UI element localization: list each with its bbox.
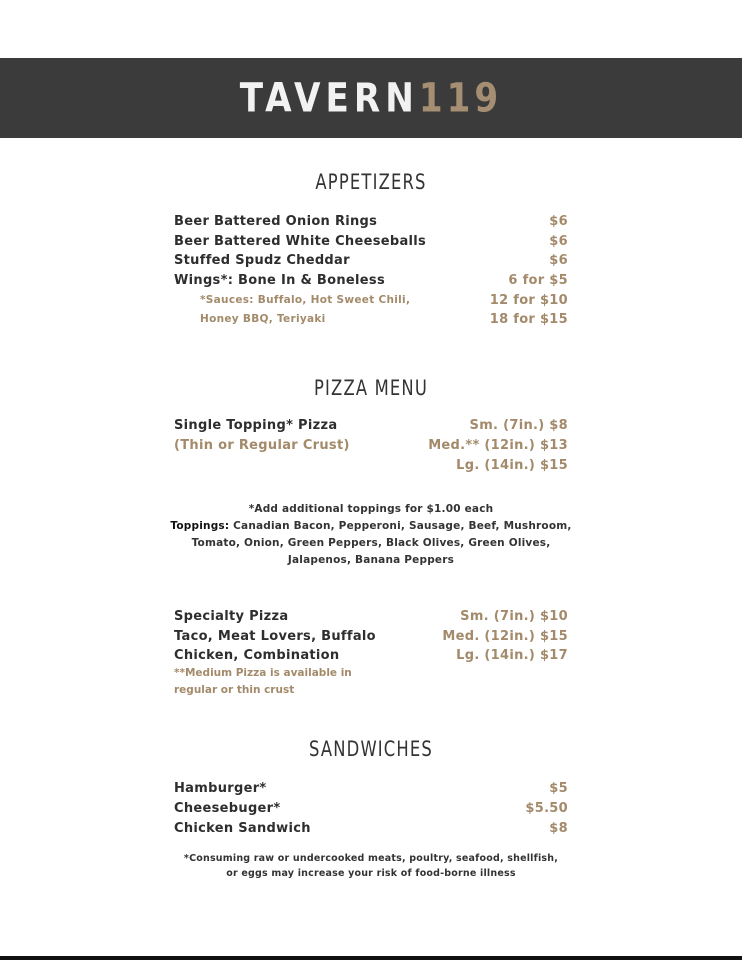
item-price: 6 for $5	[508, 272, 568, 288]
item-price: $5	[549, 780, 568, 796]
item-name: Hamburger*	[174, 780, 267, 796]
menu-item	[174, 211, 568, 231]
pizza-row	[174, 606, 568, 626]
toppings-list-line: Tomato, Onion, Green Peppers, Black Olives, Green Olives,	[191, 537, 551, 549]
item-name: Chicken Sandwich	[174, 820, 311, 836]
item-name: Cheesebuger*	[174, 800, 281, 816]
toppings-list-line	[0, 520, 742, 532]
item-price: 18 for $15	[489, 311, 568, 327]
pizza-price: Lg. (14in.) $17	[456, 647, 568, 663]
pizza-price: Med.** (12in.) $13	[428, 437, 568, 453]
toppings-text: Canadian Bacon, Pepperoni, Sausage, Beef, Mushroom,	[233, 520, 572, 532]
item-price: $5.50	[525, 800, 568, 816]
pizza-heading: PIZZA MENU	[313, 376, 428, 400]
menu-item	[174, 250, 568, 270]
pizza-price: Sm. (7in.) $10	[460, 608, 568, 624]
item-name: Stuffed Spudz Cheddar	[174, 252, 350, 268]
pizza-row	[174, 455, 568, 475]
item-price: $6	[549, 233, 568, 249]
item-price: 12 for $10	[489, 292, 568, 308]
disclaimer-line: or eggs may increase your risk of food-borne illness	[226, 868, 516, 879]
sandwiches-heading: SANDWICHES	[308, 737, 433, 761]
pizza-price: Med. (12in.) $15	[442, 628, 568, 644]
pizza-row	[174, 626, 568, 646]
logo-number: 119	[418, 74, 503, 122]
specialty-note: regular or thin crust	[174, 684, 295, 696]
sauce-note: *Sauces: Buffalo, Hot Sweet Chili,	[200, 294, 411, 306]
pizza-row	[174, 435, 568, 455]
item-name: Wings*: Bone In & Boneless	[174, 272, 385, 288]
pizza-row	[174, 415, 568, 435]
item-name: Beer Battered White Cheeseballs	[174, 233, 427, 249]
menu-item	[174, 778, 568, 798]
pizza-price: Sm. (7in.) $8	[469, 417, 568, 433]
logo	[240, 75, 502, 121]
specialty-pizza-name: Specialty Pizza	[174, 608, 289, 624]
item-name: Beer Battered Onion Rings	[174, 213, 378, 229]
item-price: $6	[549, 252, 568, 268]
appetizers-heading: APPETIZERS	[315, 170, 427, 194]
specialty-pizza-desc: Chicken, Combination	[174, 647, 340, 663]
menu-item	[174, 270, 568, 290]
sauce-row	[174, 290, 568, 310]
toppings-list-line: Jalapenos, Banana Peppers	[287, 554, 455, 566]
toppings-note: *Add additional toppings for $1.00 each	[248, 503, 494, 515]
disclaimer-line: *Consuming raw or undercooked meats, poultry, seafood, shellfish,	[183, 853, 559, 864]
menu-item	[174, 798, 568, 818]
toppings-label: Toppings:	[170, 520, 230, 532]
single-pizza-sub: (Thin or Regular Crust)	[174, 437, 350, 453]
specialty-note: **Medium Pizza is available in	[174, 667, 352, 679]
header-banner	[0, 58, 742, 138]
logo-word: TAVERN	[239, 74, 419, 122]
pizza-row	[174, 645, 568, 665]
menu-item	[174, 231, 568, 251]
specialty-pizza-desc: Taco, Meat Lovers, Buffalo	[174, 628, 376, 644]
bottom-border	[0, 956, 742, 960]
menu-item	[174, 818, 568, 838]
sauce-row	[174, 309, 568, 329]
item-price: $8	[549, 820, 568, 836]
sauce-note: Honey BBQ, Teriyaki	[200, 313, 326, 325]
item-price: $6	[549, 213, 568, 229]
single-pizza-name: Single Topping* Pizza	[174, 417, 338, 433]
pizza-price: Lg. (14in.) $15	[456, 457, 568, 473]
